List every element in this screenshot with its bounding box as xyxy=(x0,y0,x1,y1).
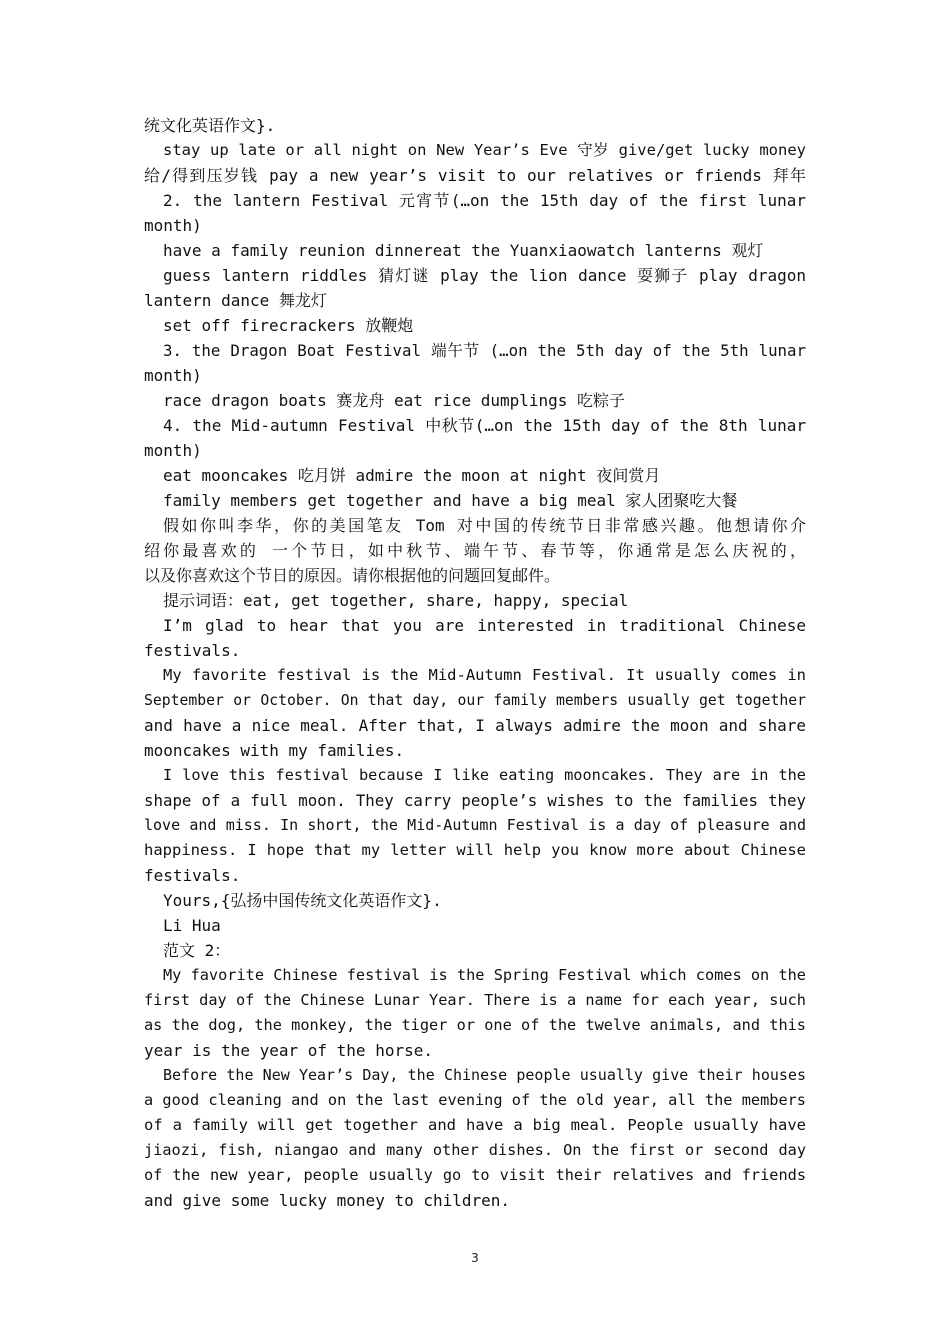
text-line: of a family will get together and have a big meal. People usually have xyxy=(144,1116,806,1134)
text-line: 范文 2： xyxy=(163,941,231,960)
text-line: jiaozi, fish, niangao and many other dishes. On the first or second day xyxy=(144,1141,806,1159)
text-line: Yours,{弘扬中国传统文化英语作文}. xyxy=(163,891,442,910)
text-line: love and miss. In short, the Mid-Autumn Festival is a day of pleasure and xyxy=(144,816,806,834)
text-line: guess lantern riddles 猜灯谜 play the lion dance 耍狮子 play dragon xyxy=(163,266,806,285)
text-line: eat mooncakes 吃月饼 admire the moon at night 夜间赏月 xyxy=(163,466,661,485)
text-line: shape of a full moon. They carry people’s wishes to the families they xyxy=(144,791,806,810)
text-line: 统文化英语作文}. xyxy=(144,116,276,135)
text-line: 以及你喜欢这个节日的原因。请你根据他的问题回复邮件。 xyxy=(144,566,561,585)
text-line: 给/得到压岁钱 pay a new year’s visit to our relatives or friends 拜年 xyxy=(144,166,806,185)
text-line: 提示词语：eat, get together, share, happy, special xyxy=(163,591,629,610)
text-line: year is the year of the horse. xyxy=(144,1041,433,1060)
text-line: happiness. I hope that my letter will help you know more about Chinese xyxy=(144,841,806,859)
text-line: Li Hua xyxy=(163,916,221,935)
text-line: and give some lucky money to children. xyxy=(144,1191,511,1210)
page-number: 3 xyxy=(471,1251,479,1265)
text-line: and have a nice meal. After that, I always admire the moon and share xyxy=(144,716,806,735)
text-line: a good cleaning and on the last evening of the old year, all the members xyxy=(144,1091,806,1109)
text-line: month) xyxy=(144,366,202,385)
text-line: month) xyxy=(144,441,202,460)
text-line: of the new year, people usually go to visit their relatives and friends xyxy=(144,1166,806,1184)
text-line: I’m glad to hear that you are interested in traditional Chinese xyxy=(163,616,806,635)
text-line: race dragon boats 赛龙舟 eat rice dumplings 吃粽子 xyxy=(163,391,626,410)
text-line: My favorite Chinese festival is the Spring Festival which comes on the xyxy=(163,966,806,984)
text-line: family members get together and have a big meal 家人团聚吃大餐 xyxy=(163,491,738,510)
text-line: 3. the Dragon Boat Festival 端午节 (…on the 5th day of the 5th lunar xyxy=(163,341,806,360)
text-line: lantern dance 舞龙灯 xyxy=(144,291,327,310)
text-line: 2. the lantern Festival 元宵节(…on the 15th day of the first lunar xyxy=(163,191,806,210)
text-line: mooncakes with my families. xyxy=(144,741,405,760)
text-line: 假如你叫李华，你的美国笔友 Tom 对中国的传统节日非常感兴趣。他想请你介 xyxy=(163,516,806,535)
text-line: 4. the Mid-autumn Festival 中秋节(…on the 15th day of the 8th lunar xyxy=(163,416,806,435)
text-line: stay up late or all night on New Year’s Eve 守岁 give/get lucky money xyxy=(163,141,806,159)
text-line: have a family reunion dinnereat the Yuanxiaowatch lanterns 观灯 xyxy=(163,241,764,260)
text-line: Before the New Year’s Day, the Chinese people usually give their houses xyxy=(163,1066,806,1084)
text-line: set off firecrackers 放鞭炮 xyxy=(163,316,414,335)
text-line: September or October. On that day, our family members usually get together xyxy=(144,692,806,709)
text-line: My favorite festival is the Mid-Autumn Festival. It usually comes in xyxy=(163,666,806,684)
text-line: I love this festival because I like eating mooncakes. They are in the xyxy=(163,766,806,784)
document-body xyxy=(144,113,806,1213)
text-line: first day of the Chinese Lunar Year. There is a name for each year, such xyxy=(144,991,806,1009)
text-line: festivals. xyxy=(144,641,241,660)
text-line: as the dog, the monkey, the tiger or one of the twelve animals, and this xyxy=(144,1016,806,1034)
text-line: 绍你最喜欢的 一个节日，如中秋节、端午节、春节等，你通常是怎么庆祝的， xyxy=(144,541,806,560)
text-line: festivals. xyxy=(144,866,241,885)
text-line: month) xyxy=(144,216,202,235)
